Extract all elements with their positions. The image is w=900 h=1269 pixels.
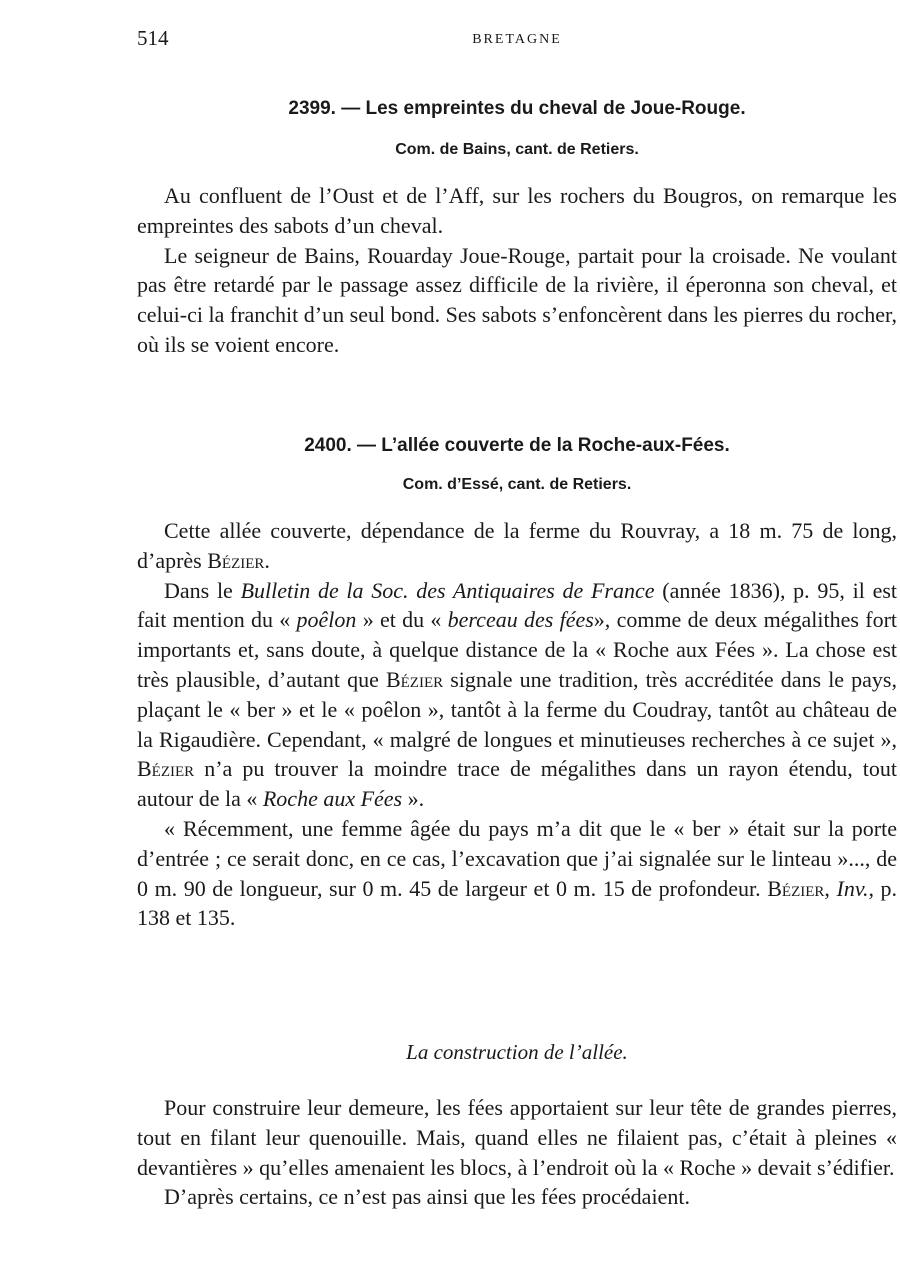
paragraph [137,814,897,933]
running-title: BRETAGNE [472,32,562,47]
entry-2399-title: 2399. — Les empreintes du cheval de Joue-Rouge. [288,98,746,119]
text-run: ». [407,786,425,812]
text-run: », comme de deux mégalithes fort importants et, sans doute, à quelque distance de la « Roche aux Fées ». La chose est très plausible, d’autant que [137,607,898,692]
page-number: 514 [137,26,169,50]
term-berceau: berceau des fées [447,607,594,633]
text-run: n’a pu trouver la moindre trace de mégalithes dans un rayon étendu, tout autour de la « [137,756,898,812]
bulletin-title: Bulletin de la Soc. des Antiquaires de France [240,577,655,603]
author-name: Bézier [767,875,825,901]
text-run: Dans le [164,577,233,603]
term-poelon: poêlon [296,607,357,633]
paragraph [137,516,897,576]
author-name: Bézier [207,547,265,573]
text-run: , p. 138 et 135. [137,875,898,931]
paragraph: Le seigneur de Bains, Rouarday Joue-Rouge, partait pour la croisade. Ne voulant pas être retardé par le passage assez difficile de la rivière, il éperonna son cheval, et celui-ci la franchit d’un seul bond. Ses sabots s’enfoncèrent dans les pierres du rocher, où ils se voient encore. [137,242,897,357]
entry-2399-body [137,181,897,360]
text-run: » et du « [362,607,442,633]
paragraph: Pour construire leur demeure, les fées apportaient sur leur tête de grandes pierres, tout en filant leur quenouille. Mais, quand elles ne filaient pas, c’était à pleines « devantières » qu’elles amenaient les blocs, à l’endroit où la « Roche » devait s’édifier. [137,1095,897,1180]
author-name: Bézier [385,666,444,692]
paragraph: Au confluent de l’Oust et de l’Aff, sur les rochers du Bougros, on remarque les empreintes des sabots d’un cheval. [137,183,897,238]
subheading-construction: La construction de l’allée. [406,1040,628,1064]
text-run: . [264,547,270,573]
running-head [137,26,897,56]
author-name: Bézier [137,756,195,782]
entry-2400-title: 2400. — L’allée couverte de la Roche-aux-Fées. [304,435,730,456]
citation-inv: Inv. [836,875,869,901]
entry-2400-body [137,516,897,933]
entry-2400-location: Com. d’Essé, cant. de Retiers. [402,476,632,493]
paragraph [137,576,897,814]
paragraph: D’après certains, ce n’est pas ainsi que les fées procédaient. [164,1184,690,1210]
entry-2399-location: Com. de Bains, cant. de Retiers. [395,141,639,158]
text-run: Cette allée couverte, dépendance de la ferme du Rouvray, a 18 m. 75 de long, d’après [137,518,897,573]
text-run: « Récemment, une femme âgée du pays m’a dit que le « ber » était sur la porte d’entrée ; ce serait donc, en ce cas, l’excavation que j’ai signalée sur le linteau »..., de 0 m. 90 de longueur, sur 0 m. 45 de largeur et 0 m. 15 de profondeur. [137,815,897,901]
term-roche: Roche aux Fées [262,786,403,812]
text-run: signale une tradition, très accréditée dans le pays, plaçant le « ber » et le « poêlon », tantôt à la ferme du Coudray, tantôt au château de la Rigaudière. Cependant, « malgré de longues et minutieuses recherches à ce sujet », [137,666,897,752]
construction-body [137,1093,897,1212]
text-run: , [824,875,830,901]
text-run: (année 1836), p. 95, il est fait mention du « [137,577,898,633]
